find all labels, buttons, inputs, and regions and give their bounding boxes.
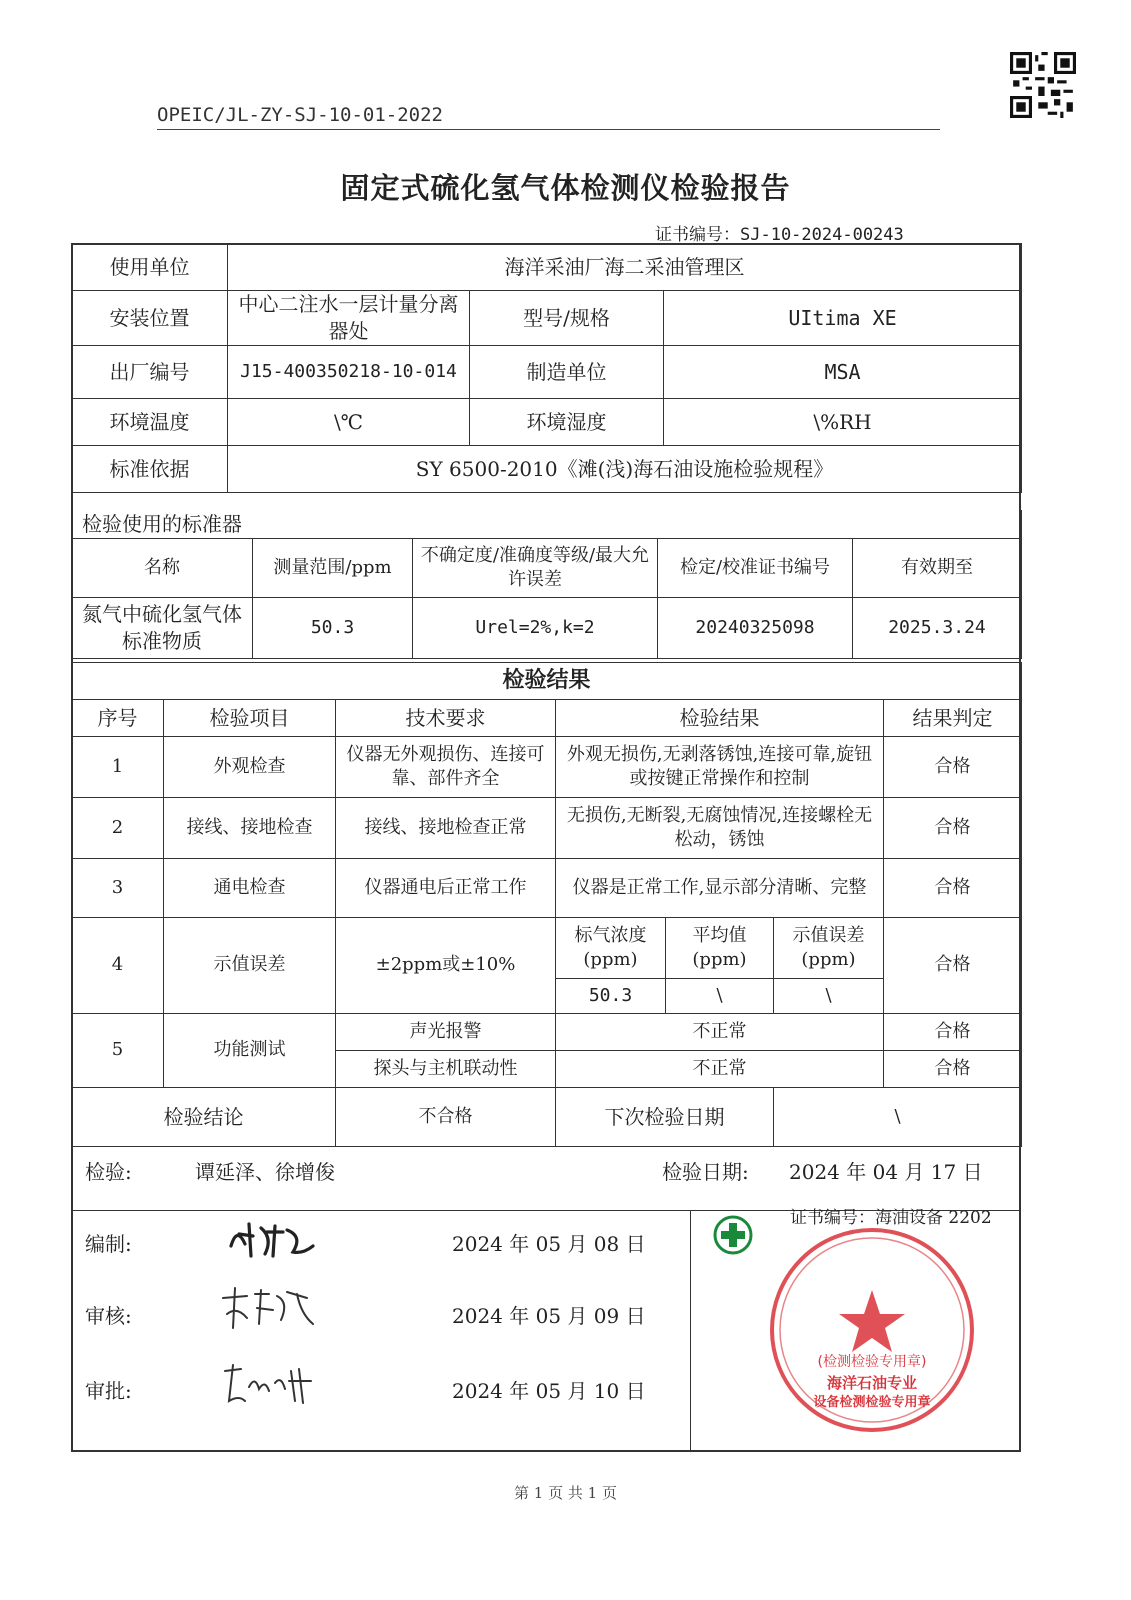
serial-value: J15-400350218-10-014: [228, 346, 470, 399]
std-header-name: 名称: [72, 539, 253, 598]
results-header-requirement: 技术要求: [336, 700, 556, 737]
std-range: 50.3: [253, 598, 413, 659]
sub-header-average: 平均值(ppm): [666, 918, 774, 979]
std-name: 氮气中硫化氢气体标准物质: [72, 598, 253, 659]
row-result: 仪器是正常工作,显示部分清晰、完整: [556, 859, 884, 918]
std-certificate: 20240325098: [658, 598, 853, 659]
row-item: 示值误差: [164, 918, 336, 1014]
table-row: [72, 798, 1022, 859]
document-code: OPEIC/JL-ZY-SJ-10-01-2022: [157, 104, 443, 126]
standard-section-title: 检验使用的标准器: [72, 510, 1022, 539]
row-requirement: 探头与主机联动性: [336, 1051, 556, 1088]
stamp-line1: 海洋石油专业: [826, 1374, 918, 1392]
compile-label: 编制:: [85, 1232, 132, 1256]
row-no: 2: [72, 798, 164, 859]
standard-value: SY 6500-2010《滩(浅)海石油设施检验规程》: [228, 446, 1022, 493]
manufacturer-label: 制造单位: [470, 346, 664, 399]
value-average: \: [666, 979, 774, 1014]
safety-cross-logo-icon: [713, 1215, 753, 1255]
location-value: 中心二注水一层计量分离器处: [228, 291, 470, 346]
device-info-table: [71, 243, 1022, 493]
humidity-value: \%RH: [664, 399, 1022, 446]
std-valid-until: 2025.3.24: [853, 598, 1022, 659]
inspection-date: 2024 年 04 月 17 日: [789, 1160, 983, 1184]
handwritten-signature: [223, 1216, 323, 1266]
row-requirement: 接线、接地检查正常: [336, 798, 556, 859]
row-item: 功能测试: [164, 1014, 336, 1088]
row-verdict: 合格: [884, 798, 1022, 859]
report-title: 固定式硫化氢气体检测仪检验报告: [340, 171, 791, 205]
temperature-value: \℃: [228, 399, 470, 446]
table-row: [72, 859, 1022, 918]
stamp-certificate-number: 证书编号：海油设备 2202: [790, 1208, 992, 1228]
serial-label: 出厂编号: [72, 346, 228, 399]
results-table: [71, 662, 1022, 1147]
row-verdict: 合格: [884, 859, 1022, 918]
location-label: 安装位置: [72, 291, 228, 346]
next-date-value: \: [774, 1088, 1022, 1147]
row-item: 外观检查: [164, 737, 336, 798]
compile-date: 2024 年 05 月 08 日: [452, 1232, 646, 1256]
signoff-divider: [690, 1210, 691, 1452]
row-verdict: 合格: [884, 737, 1022, 798]
model-label: 型号/规格: [470, 291, 664, 346]
results-header-no: 序号: [72, 700, 164, 737]
table-row: [72, 1014, 1022, 1051]
row-verdict: 合格: [884, 1051, 1022, 1088]
approve-label: 审批:: [85, 1379, 132, 1403]
handwritten-signature: [217, 1284, 327, 1338]
model-value: UItima XE: [664, 291, 1022, 346]
review-date: 2024 年 05 月 09 日: [452, 1304, 646, 1328]
row-requirement: 仪器通电后正常工作: [336, 859, 556, 918]
inspection-date-label: 检验日期:: [662, 1160, 749, 1184]
sub-header-error: 示值误差(ppm): [774, 918, 884, 979]
conclusion-label: 检验结论: [72, 1088, 336, 1147]
row-no: 4: [72, 918, 164, 1014]
row-no: 3: [72, 859, 164, 918]
page-footer: 第 1 页 共 1 页: [514, 1484, 617, 1502]
stamp-inner-label: (检测检验专用章): [817, 1354, 927, 1370]
conclusion-value: 不合格: [336, 1088, 556, 1147]
results-header-verdict: 结果判定: [884, 700, 1022, 737]
value-error: \: [774, 979, 884, 1014]
user-unit-value: 海洋采油厂海二采油管理区: [228, 244, 1022, 291]
row-requirement: 仪器无外观损伤、连接可靠、部件齐全: [336, 737, 556, 798]
row-result: 无损伤,无断裂,无腐蚀情况,连接螺栓无松动，锈蚀: [556, 798, 884, 859]
row-no: 1: [72, 737, 164, 798]
next-date-label: 下次检验日期: [556, 1088, 774, 1147]
certificate-value: SJ-10-2024-00243: [740, 225, 904, 245]
std-header-certificate: 检定/校准证书编号: [658, 539, 853, 598]
std-header-range: 测量范围/ppm: [253, 539, 413, 598]
inspector-names: 谭延泽、徐增俊: [195, 1160, 335, 1184]
certificate-label: 证书编号：: [655, 225, 740, 245]
row-result: 不正常: [556, 1014, 884, 1051]
std-header-uncertainty: 不确定度/准确度等级/最大允许误差: [413, 539, 658, 598]
results-section-title: 检验结果: [72, 663, 1022, 700]
row-verdict: 合格: [884, 918, 1022, 1014]
table-row: [72, 918, 1022, 979]
sub-header-concentration: 标气浓度(ppm): [556, 918, 666, 979]
std-header-valid-until: 有效期至: [853, 539, 1022, 598]
official-seal-icon: [760, 1210, 985, 1435]
humidity-label: 环境湿度: [470, 399, 664, 446]
standard-label: 标准依据: [72, 446, 228, 493]
results-header-result: 检验结果: [556, 700, 884, 737]
row-requirement: 声光报警: [336, 1014, 556, 1051]
results-header-item: 检验项目: [164, 700, 336, 737]
review-label: 审核:: [85, 1304, 132, 1328]
stamp-line2: 设备检测检验专用章: [813, 1395, 931, 1410]
qr-code-icon: [1010, 52, 1076, 118]
certificate-number: [655, 220, 904, 245]
row-result: 不正常: [556, 1051, 884, 1088]
temperature-label: 环境温度: [72, 399, 228, 446]
row-result: 外观无损伤,无剥落锈蚀,连接可靠,旋钮或按键正常操作和控制: [556, 737, 884, 798]
row-requirement: ±2ppm或±10%: [336, 918, 556, 1014]
row-no: 5: [72, 1014, 164, 1088]
manufacturer-value: MSA: [664, 346, 1022, 399]
value-concentration: 50.3: [556, 979, 666, 1014]
user-unit-label: 使用单位: [72, 244, 228, 291]
handwritten-signature: [219, 1361, 329, 1411]
row-item: 接线、接地检查: [164, 798, 336, 859]
inspector-label: 检验:: [85, 1160, 132, 1184]
header-divider: [157, 129, 940, 130]
std-uncertainty: Urel=2%,k=2: [413, 598, 658, 659]
row-item: 通电检查: [164, 859, 336, 918]
approve-date: 2024 年 05 月 10 日: [452, 1379, 646, 1403]
table-row: [72, 737, 1022, 798]
standard-instrument-table: [71, 510, 1022, 659]
row-verdict: 合格: [884, 1014, 1022, 1051]
